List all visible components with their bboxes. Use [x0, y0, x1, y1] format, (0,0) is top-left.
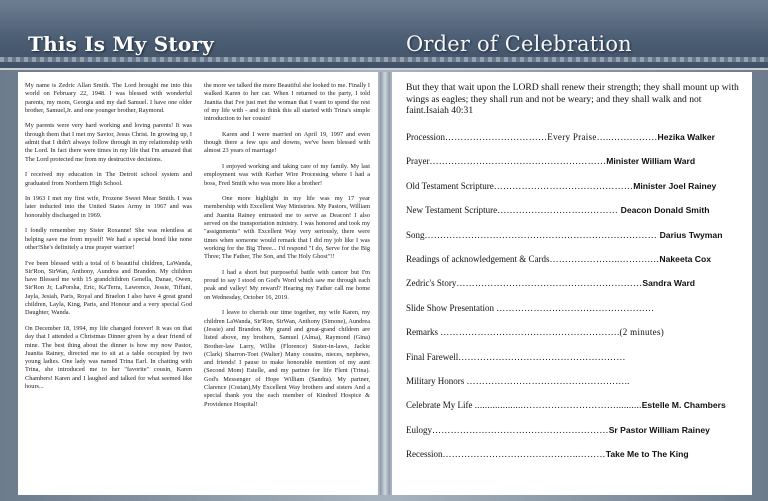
order-of-service-list	[406, 132, 744, 473]
program-item	[406, 156, 744, 180]
program-item-label: Zedric's Story	[406, 278, 457, 289]
program-item	[406, 303, 744, 327]
center-fold	[380, 72, 390, 495]
program-item-label: Readings of acknowledgement & Cards	[406, 253, 550, 264]
program-item-label: Remarks	[406, 327, 441, 338]
program-item-label: Celebrate My Life	[406, 400, 475, 411]
program-item-leader: ……………………………………………	[496, 302, 655, 313]
program-item-leader: …………………………………………………	[432, 424, 609, 435]
program-item	[406, 425, 744, 449]
story-column-1	[25, 82, 192, 399]
story-paragraph: I fondly remember my Sister Roxanne! She was relentless at helping save me from myself! We had a special bond like none other!She's definitely a true prayer warrior!	[25, 227, 192, 251]
program-item-participant: Estelle M. Chambers	[641, 400, 726, 411]
program-item-participant: Deacon Donald Smith	[620, 205, 710, 216]
story-paragraph: In 1963 I met my first wife, Frozene Sweet Mear Smith. I was later inducted into the United States Army in 1967 and was honorably discharged in 1969.	[25, 195, 192, 219]
program-item-label: Military Honors	[406, 375, 467, 386]
story-paragraph: I enjoyed working and taking care of my family. My last employment was with Kerher Wire Processing where I had a boss, Fred Smith who was more like a brother!	[204, 162, 370, 187]
program-item-participant: Minister Joel Rainey	[633, 180, 717, 191]
right-page	[392, 72, 752, 495]
program-item	[406, 230, 744, 254]
program-item-label: Eulogy	[406, 424, 432, 435]
story-column-2	[204, 82, 370, 416]
program-item	[406, 376, 744, 400]
story-paragraph: I had a short but purposeful battle with cancer but I'm proud to say I stood on God's Word which saw me through each peak and valley! My reward? Hearing my Father call me home on Wednesday, October 16, 2019.	[204, 268, 370, 301]
program-item-leader: …………………………………………………………………	[424, 229, 660, 240]
program-item-participant: Nakeeta Cox	[659, 253, 712, 264]
left-page-title: This Is My Story	[28, 32, 214, 56]
program-item	[406, 352, 744, 376]
program-item	[406, 327, 744, 351]
right-page-title: Order of Celebration	[406, 32, 632, 56]
program-item	[406, 132, 744, 156]
program-item	[406, 400, 744, 424]
header-stripe	[384, 57, 768, 62]
story-paragraph: My parents were very hard working and loving parents! It was through them that I met my Savior, Jesus Christ. In growing up, I admit that I didn't always follow through in my relationship with the Lord. In fact there were times in my life that I'm amazed that The Lord protected me from my destructive decisions.	[25, 122, 192, 163]
program-item-leader: ……………………………………..………	[442, 449, 606, 460]
program-item-leader: ………………………………………	[493, 180, 634, 191]
header-stripe	[0, 57, 384, 62]
story-paragraph: I leave to cherish our time together, my wife Karen, my children LaWanda, Sir'Ron, SirWan, Anthony (Simone), Aundrea (Jessie) and Brandon. My grand and great-grand children are listed above, my brothers, Samuel (Alma), Raymond (Gina) Brother-law Larry, Willie (Florence) Sister-in-laws, Jackie (Clark) Sharron-Toet (Walter) Many cousins, nieces, nephews, and friends! I pause to make honorable mention of my aunt (Second Mom) Estelle, and my partner for life Flent (Trina). God's Messenger of Hope William (Sandra). My partner, Clarence (Costan),My Excellent Way brothers and sisters And a special thank you the each member of Kindred Hospice & Providence Hospital!	[204, 309, 370, 408]
story-paragraph: Karen and I were married on April 19, 1997 and even though there a few ups and downs, we've been blessed with almost 23 years of marriage!	[204, 130, 370, 155]
program-item-participant: Darius Twyman	[659, 229, 723, 240]
scripture-verse: But they that wait upon the LORD shall renew their strength; they shall mount up with wings as eagles; they shall run and not be weary; and they shall walk and not faint.Isaiah 40:31	[406, 82, 739, 117]
story-paragraph: On December 18, 1994, my life changed forever! It was on that day that I attended a Christmas Dinner given by a dear friend of mine. The best thing about the dinner is how my now Pastor, Juanita Rainey, directed me to sit at a table occupied by two young ladies. One lady was named Trina Earl. In chatting with Trina, she introduced me to her "favorite" cousin, Karen Chambers! Karen and I laughed and talked for what seemed like hours...	[25, 324, 192, 390]
program-item-leader: …………………………………	[497, 205, 621, 216]
story-paragraph: I've been blessed with a total of 6 beautiful children, LaWanda, Sir'Ron, SirWan, Anthony, Aundrea and Brandon. My children have Blessed me with 15 grandchildren Genella, Danae, Owen, Sir'Ron Jr, LaPorsha, Eric, Ka'Terra, Lawrence, Jessie, Tiffani, Jayla, Jesiah, Paris, Royal and Braelon I also have 4 great grand children, Layla, King, Paris, and Honour and a very special God Daughter, Wanda.	[25, 259, 192, 317]
program-item-participant: Minister William Ward	[606, 156, 696, 167]
program-item	[406, 449, 744, 473]
program-item-label: Song	[406, 229, 425, 240]
program-item-label: Slide Show Presentation	[406, 302, 497, 313]
program-item-label: Final Farewell	[406, 351, 459, 362]
left-page	[18, 72, 378, 495]
story-paragraph: the more we talked the more Beautiful she looked to me. Finally I walked Karen to her car. When I returned to the party, I told Juanita that I've just met the woman that I want to spend the rest of my life with - and to think this all started with Trina's simple introduction to her cousin!	[204, 82, 370, 123]
program-item-participant: Sandra Ward	[642, 278, 696, 289]
program-item	[406, 254, 744, 278]
program-item-leader: ...................…………………………..........	[474, 400, 642, 411]
program-item-leader: ………………………………………………….(2 minutes)	[440, 327, 665, 338]
program-item-leader: ……………………………………………..	[466, 375, 630, 386]
right-page-header	[384, 0, 768, 70]
program-item	[406, 278, 744, 302]
left-page-header	[0, 0, 384, 70]
program-item-label: Recession	[406, 449, 443, 460]
program-item-label: New Testament Scripture	[406, 205, 498, 216]
program-item	[406, 205, 744, 229]
story-paragraph: One more highlight in my life was my 17 year membership with Excellent Way Ministries. My Pastors, William and Juanita Rainey entrusted me to serve as Deacon! I also served on the transportation ministry. I was honored and took my "assignments" with Excellent Way very seriously, there were times when someone would remark that I did my job like I was working for the Big Three... I'd respond "I do, Serve for the Big Three; The Father, The Son, and The Holy Ghost"!!	[204, 195, 370, 261]
program-item-label: Old Testament Scripture	[406, 180, 494, 191]
program-item-leader: …………………………………………………	[429, 156, 607, 167]
program-item-leader: ……………………………Every Praise…..……………	[445, 132, 658, 142]
story-paragraph: I received my education in The Detroit school system and graduated from Northern High School.	[25, 171, 192, 187]
program-item-participant: Sr Pastor William Rainey	[608, 424, 710, 435]
story-paragraph: My name is Zedric Allan Smith. The Lord brought me into this world on February 22, 1948. I was blessed with wonderful parents, my mom, Georgia and my dad Samuel. I have one older brother, Samuel,Jr. and one younger brother, Raymond.	[25, 82, 192, 114]
program-item-leader: ……………………………………………………	[456, 278, 643, 289]
program-item-label: Prayer	[406, 156, 430, 167]
program-item	[406, 181, 744, 205]
program-item-label: Procession	[406, 132, 445, 142]
program-item-participant: Take Me to The King	[605, 449, 689, 460]
program-item-leader: ………………………………………………	[458, 351, 626, 362]
program-item-leader: …………………..……….…	[549, 253, 660, 264]
program-item-participant: Hezika Walker	[657, 132, 716, 142]
